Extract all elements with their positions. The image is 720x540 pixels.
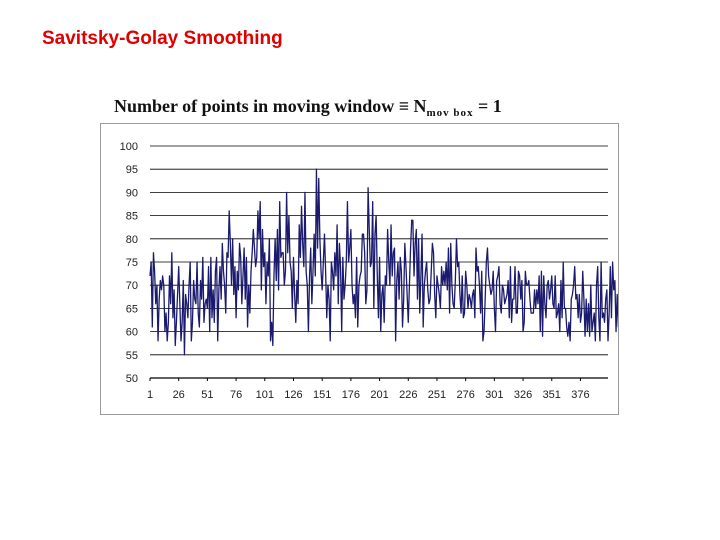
line-chart <box>101 124 618 414</box>
y-tick-label: 75 <box>125 257 138 269</box>
slide-title: Savitsky-Golay Smoothing <box>42 28 283 49</box>
subtitle-subscript: mov box <box>426 107 474 119</box>
y-tick-label: 95 <box>125 164 138 177</box>
y-tick-label: 55 <box>125 349 138 362</box>
y-tick-label: 85 <box>125 210 138 223</box>
chart-frame <box>100 123 619 415</box>
x-tick-label: 101 <box>255 389 274 401</box>
x-tick-label: 76 <box>229 389 243 401</box>
x-tick-label: 176 <box>341 389 361 401</box>
y-tick-labels <box>120 141 138 385</box>
x-tick-label: 326 <box>513 389 533 401</box>
x-tick-label: 276 <box>456 389 475 401</box>
x-tick-label: 351 <box>542 389 561 401</box>
x-tick-label: 51 <box>201 389 214 401</box>
x-tick-label: 201 <box>370 389 389 401</box>
y-tick-label: 80 <box>125 233 138 246</box>
subtitle-tail-text: = 1 <box>473 96 502 116</box>
y-tick-label: 90 <box>125 187 138 200</box>
x-tick-label: 226 <box>399 389 418 401</box>
x-tick-label: 376 <box>571 389 590 401</box>
x-tick-label: 151 <box>313 389 332 401</box>
x-tick-label: 301 <box>485 389 504 401</box>
subtitle-main-text: Number of points in moving window ≡ N <box>114 96 427 116</box>
axes <box>150 378 608 381</box>
y-tick-label: 50 <box>125 373 138 385</box>
y-tick-label: 70 <box>125 280 138 293</box>
y-tick-label: 65 <box>125 303 138 316</box>
y-tick-label: 60 <box>125 326 138 339</box>
x-tick-labels <box>147 389 590 401</box>
x-tick-label: 26 <box>172 389 185 401</box>
y-tick-label: 100 <box>119 141 138 153</box>
chart-subtitle <box>114 96 502 117</box>
x-tick-label: 126 <box>284 389 303 401</box>
x-tick-label: 1 <box>146 389 154 401</box>
x-tick-label: 251 <box>427 389 447 401</box>
